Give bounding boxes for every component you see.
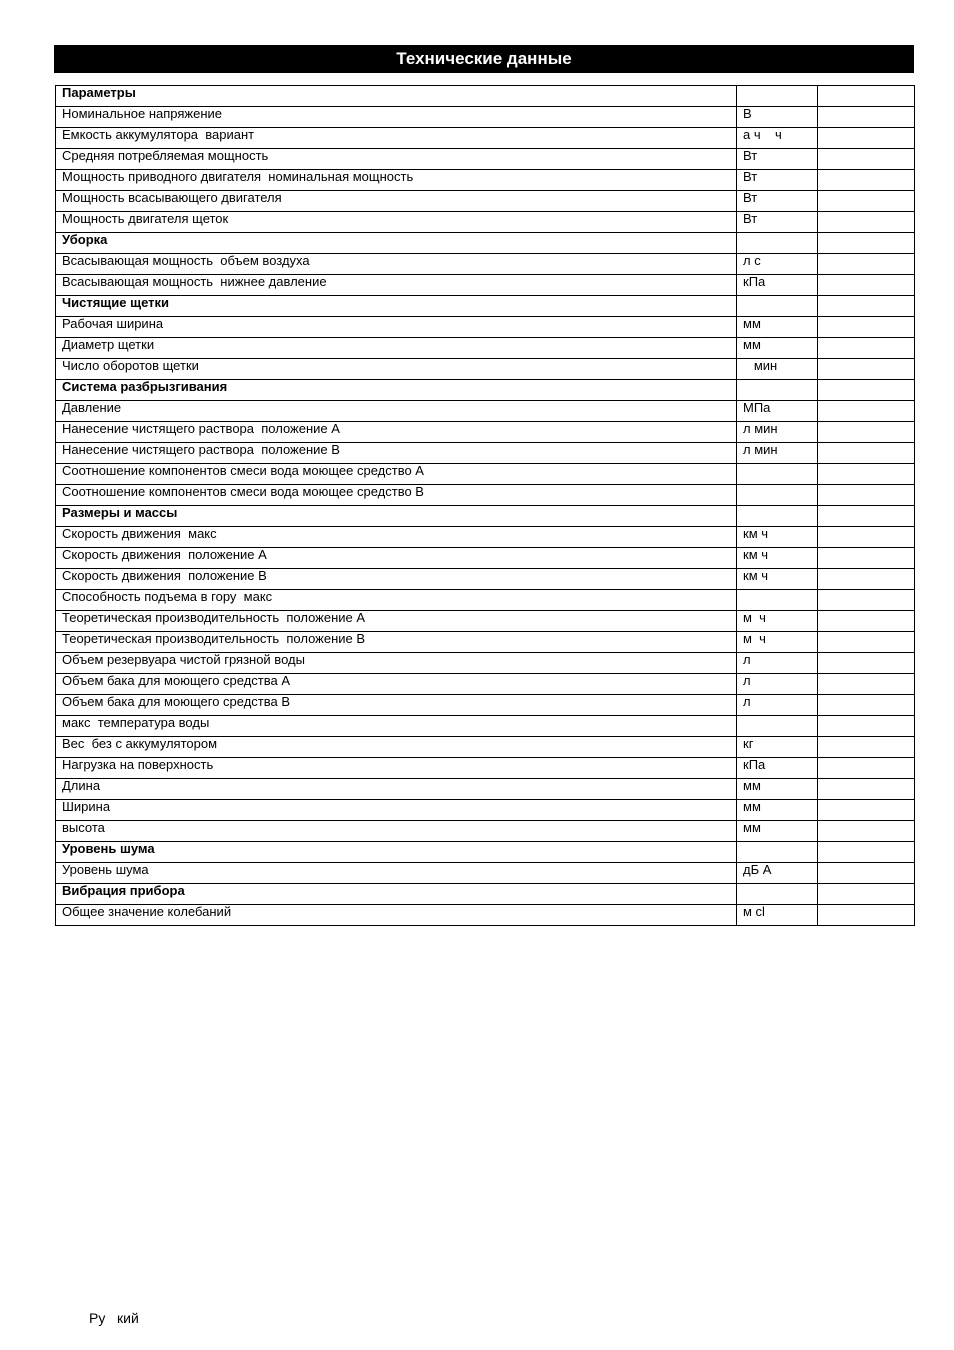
parameter-name: Уровень шума — [56, 863, 737, 884]
parameter-name: Всасывающая мощность объем воздуха — [56, 254, 737, 275]
value-cell — [818, 443, 915, 464]
parameter-name: Мощность двигателя щеток — [56, 212, 737, 233]
value-cell — [818, 359, 915, 380]
parameter-name: Нанесение чистящего раствора положение В — [56, 443, 737, 464]
unit-cell: л — [737, 674, 818, 695]
table-row — [56, 737, 915, 758]
value-cell — [818, 275, 915, 296]
table-row — [56, 170, 915, 191]
value-cell — [818, 800, 915, 821]
parameter-name: Нанесение чистящего раствора положение А — [56, 422, 737, 443]
table-row — [56, 149, 915, 170]
section-header-row — [56, 296, 915, 317]
table-row — [56, 359, 915, 380]
value-cell — [818, 212, 915, 233]
value-cell — [818, 716, 915, 737]
unit-cell: км ч — [737, 569, 818, 590]
unit-cell — [737, 233, 818, 254]
parameter-name: Объем бака для моющего средства А — [56, 674, 737, 695]
unit-cell: л — [737, 695, 818, 716]
section-header-row — [56, 233, 915, 254]
parameter-name: Емкость аккумулятора вариант — [56, 128, 737, 149]
unit-cell: м ч — [737, 632, 818, 653]
unit-cell: мм — [737, 779, 818, 800]
parameter-name: Теоретическая производительность положение А — [56, 611, 737, 632]
section-header-row — [56, 380, 915, 401]
table-row — [56, 212, 915, 233]
value-cell — [818, 611, 915, 632]
section-title: Уровень шума — [56, 842, 737, 863]
unit-cell: мм — [737, 821, 818, 842]
parameter-name: Число оборотов щетки — [56, 359, 737, 380]
unit-cell — [737, 506, 818, 527]
unit-cell — [737, 485, 818, 506]
section-header-row — [56, 884, 915, 905]
parameter-name: Соотношение компонентов смеси вода моющее средство А — [56, 464, 737, 485]
value-cell — [818, 653, 915, 674]
value-cell — [818, 674, 915, 695]
unit-cell: км ч — [737, 548, 818, 569]
parameter-name: Соотношение компонентов смеси вода моющее средство В — [56, 485, 737, 506]
parameter-name: Объем бака для моющего средства В — [56, 695, 737, 716]
unit-cell — [737, 842, 818, 863]
table-row — [56, 695, 915, 716]
table-row — [56, 863, 915, 884]
section-title: Размеры и массы — [56, 506, 737, 527]
table-row — [56, 758, 915, 779]
parameter-name: Теоретическая производительность положение В — [56, 632, 737, 653]
table-row — [56, 800, 915, 821]
unit-cell — [737, 716, 818, 737]
parameter-name: Объем резервуара чистой грязной воды — [56, 653, 737, 674]
unit-cell: кг — [737, 737, 818, 758]
value-cell — [818, 107, 915, 128]
unit-cell: Вт — [737, 149, 818, 170]
table-row — [56, 401, 915, 422]
technical-data-body — [56, 86, 915, 926]
value-cell — [818, 737, 915, 758]
section-title: Система разбрызгивания — [56, 380, 737, 401]
parameter-name: Номинальное напряжение — [56, 107, 737, 128]
unit-cell: л с — [737, 254, 818, 275]
unit-cell: а ч ч — [737, 128, 818, 149]
unit-cell: мин — [737, 359, 818, 380]
table-row — [56, 317, 915, 338]
unit-cell — [737, 380, 818, 401]
table-row — [56, 569, 915, 590]
table-row — [56, 527, 915, 548]
value-cell — [818, 632, 915, 653]
value-cell — [818, 338, 915, 359]
parameter-name: Длина — [56, 779, 737, 800]
value-cell — [818, 170, 915, 191]
table-row — [56, 611, 915, 632]
value-cell — [818, 254, 915, 275]
unit-cell: мм — [737, 800, 818, 821]
page-title: Технические данные — [54, 45, 914, 73]
unit-cell: Вт — [737, 212, 818, 233]
parameter-name: Средняя потребляемая мощность — [56, 149, 737, 170]
parameter-name: Скорость движения макс — [56, 527, 737, 548]
technical-data-table — [55, 85, 915, 926]
unit-cell — [737, 296, 818, 317]
value-cell — [818, 590, 915, 611]
section-header-row — [56, 842, 915, 863]
table-row — [56, 653, 915, 674]
section-title: Чистящие щетки — [56, 296, 737, 317]
value-cell — [818, 401, 915, 422]
table-row — [56, 485, 915, 506]
unit-cell: В — [737, 107, 818, 128]
unit-cell: км ч — [737, 527, 818, 548]
value-cell — [818, 128, 915, 149]
section-header-row — [56, 86, 915, 107]
parameter-name: Общее значение колебаний — [56, 905, 737, 926]
section-title: Уборка — [56, 233, 737, 254]
value-cell — [818, 527, 915, 548]
value-cell — [818, 422, 915, 443]
unit-cell: Вт — [737, 170, 818, 191]
section-title: Параметры — [56, 86, 737, 107]
table-row — [56, 107, 915, 128]
parameter-name: макс температура воды — [56, 716, 737, 737]
unit-cell: м cl — [737, 905, 818, 926]
value-cell — [818, 842, 915, 863]
parameter-name: Скорость движения положение В — [56, 569, 737, 590]
parameter-name: Всасывающая мощность нижнее давление — [56, 275, 737, 296]
unit-cell: дБ А — [737, 863, 818, 884]
value-cell — [818, 485, 915, 506]
table-row — [56, 191, 915, 212]
parameter-name: Нагрузка на поверхность — [56, 758, 737, 779]
parameter-name: Диаметр щетки — [56, 338, 737, 359]
unit-cell: мм — [737, 317, 818, 338]
unit-cell: мм — [737, 338, 818, 359]
parameter-name: высота — [56, 821, 737, 842]
table-row — [56, 716, 915, 737]
unit-cell: л мин — [737, 422, 818, 443]
unit-cell: м ч — [737, 611, 818, 632]
value-cell — [818, 86, 915, 107]
value-cell — [818, 821, 915, 842]
value-cell — [818, 296, 915, 317]
unit-cell — [737, 464, 818, 485]
value-cell — [818, 695, 915, 716]
value-cell — [818, 233, 915, 254]
value-cell — [818, 863, 915, 884]
unit-cell: л — [737, 653, 818, 674]
table-row — [56, 338, 915, 359]
section-title: Вибрация прибора — [56, 884, 737, 905]
parameter-name: Давление — [56, 401, 737, 422]
table-row — [56, 779, 915, 800]
value-cell — [818, 464, 915, 485]
value-cell — [818, 506, 915, 527]
parameter-name: Мощность приводного двигателя номинальная мощность — [56, 170, 737, 191]
table-row — [56, 674, 915, 695]
value-cell — [818, 317, 915, 338]
unit-cell: кПа — [737, 758, 818, 779]
value-cell — [818, 380, 915, 401]
table-row — [56, 464, 915, 485]
parameter-name: Ширина — [56, 800, 737, 821]
parameter-name: Мощность всасывающего двигателя — [56, 191, 737, 212]
value-cell — [818, 191, 915, 212]
value-cell — [818, 779, 915, 800]
parameter-name: Вес без с аккумулятором — [56, 737, 737, 758]
value-cell — [818, 884, 915, 905]
value-cell — [818, 569, 915, 590]
parameter-name: Рабочая ширина — [56, 317, 737, 338]
value-cell — [818, 149, 915, 170]
table-row — [56, 548, 915, 569]
table-row — [56, 821, 915, 842]
table-row — [56, 128, 915, 149]
page-footer-language: Ру кий — [89, 1310, 139, 1326]
unit-cell — [737, 86, 818, 107]
unit-cell — [737, 590, 818, 611]
table-row — [56, 443, 915, 464]
table-row — [56, 632, 915, 653]
table-row — [56, 590, 915, 611]
section-header-row — [56, 506, 915, 527]
unit-cell: Вт — [737, 191, 818, 212]
unit-cell: МПа — [737, 401, 818, 422]
table-row — [56, 422, 915, 443]
unit-cell: кПа — [737, 275, 818, 296]
parameter-name: Скорость движения положение А — [56, 548, 737, 569]
table-row — [56, 905, 915, 926]
parameter-name: Способность подъема в гору макс — [56, 590, 737, 611]
unit-cell — [737, 884, 818, 905]
value-cell — [818, 548, 915, 569]
table-row — [56, 275, 915, 296]
value-cell — [818, 758, 915, 779]
value-cell — [818, 905, 915, 926]
unit-cell: л мин — [737, 443, 818, 464]
table-row — [56, 254, 915, 275]
